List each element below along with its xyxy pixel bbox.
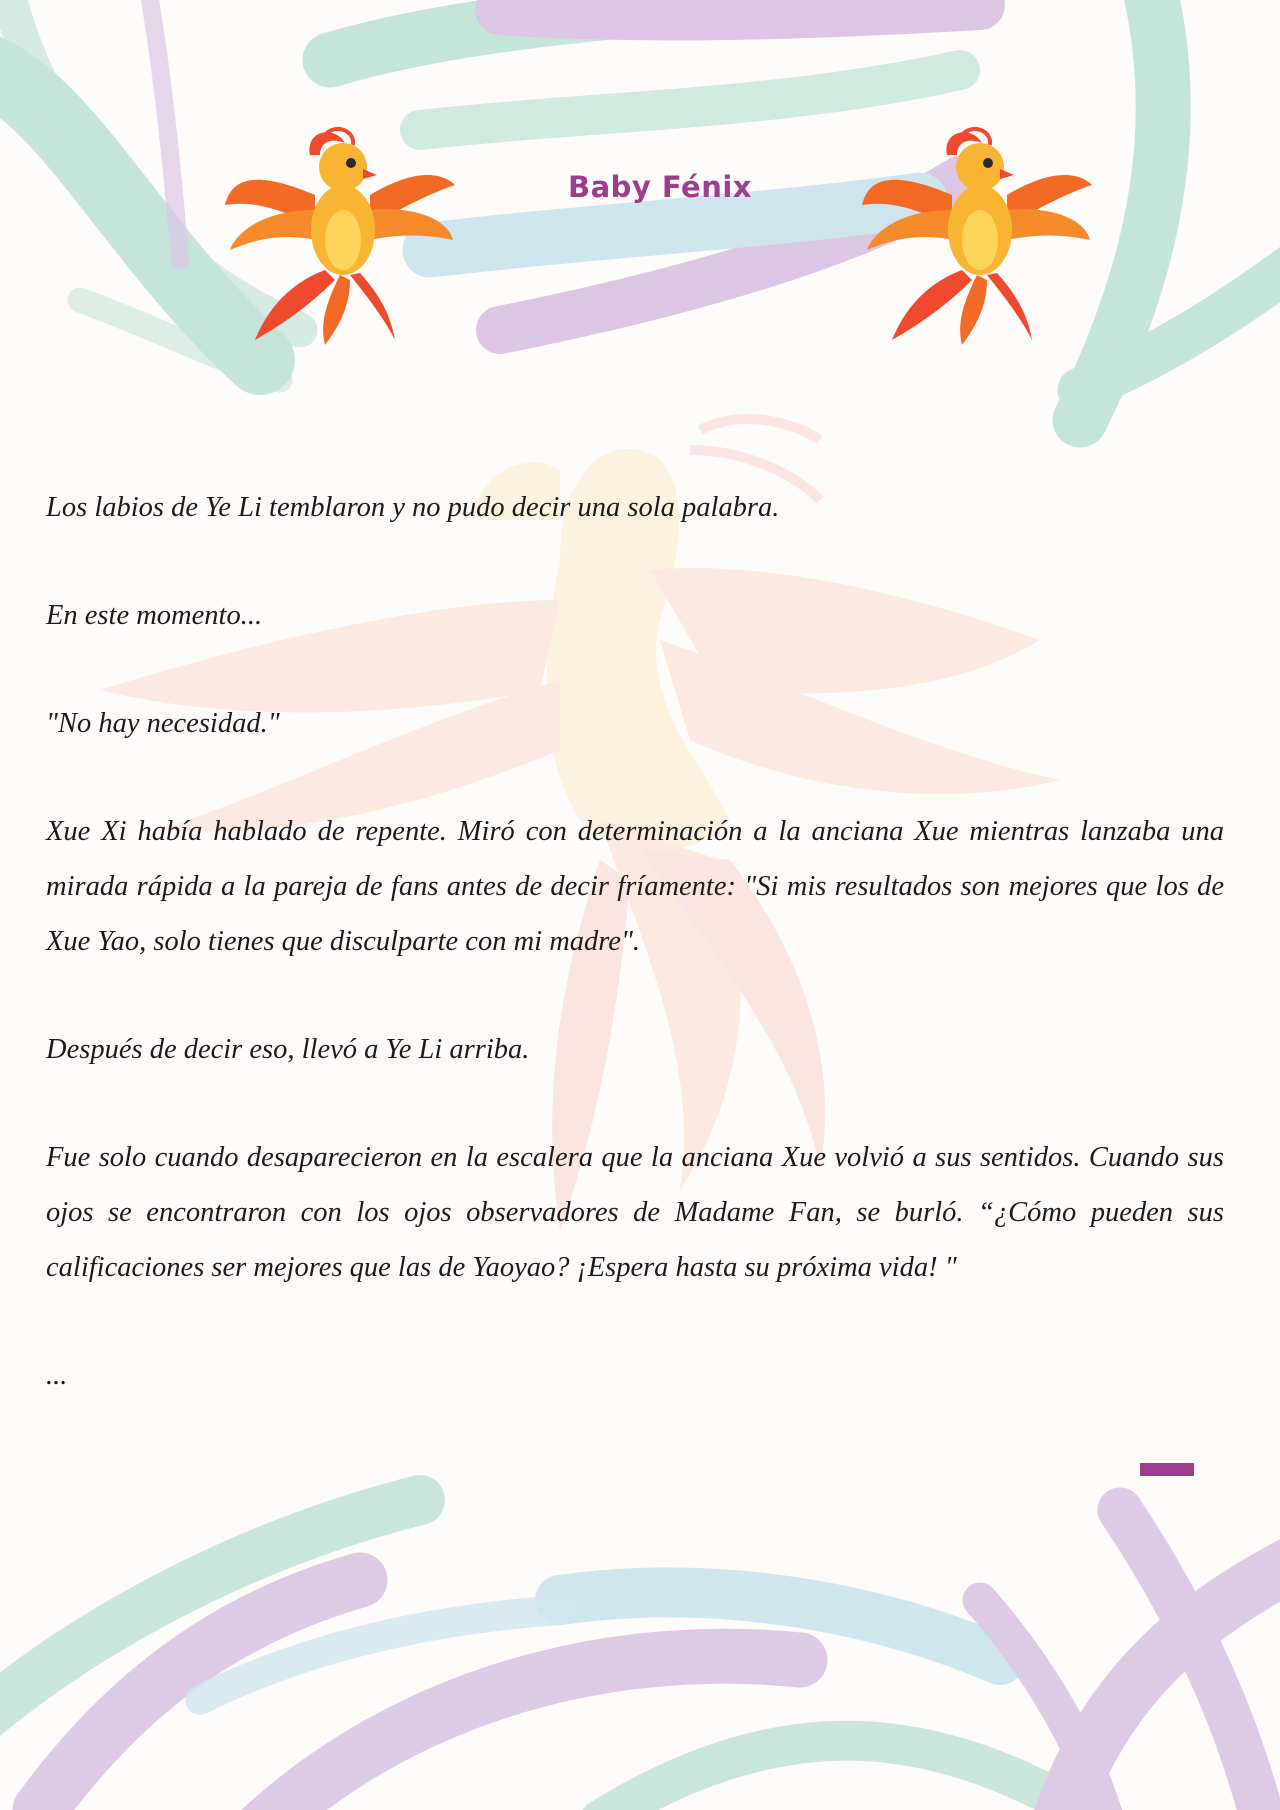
paragraph: Después de decir eso, llevó a Ye Li arriba. [46, 1034, 530, 1065]
paragraph: Los labios de Ye Li temblaron y no pudo decir una sola palabra. [46, 492, 780, 523]
paragraph: Xue Xi había hablado de repente. Miró con determinación a la anciana Xue mientras lanzaba una mirada rápida a la pareja de fans antes de decir fríamente: "Si mis resultados son mejores que los de Xue Yao, solo tienes que disculparte con mi madre". [46, 816, 1224, 957]
brand-title: Baby Fénix [567, 170, 753, 204]
story-text [46, 480, 1224, 1403]
page-end-marker [1140, 1463, 1194, 1476]
paragraph: Fue solo cuando desaparecieron en la escalera que la anciana Xue volvió a sus sentidos. Cuando sus ojos se encontraron con los ojos observadores de Madame Fan, se burló. “¿Cómo pueden sus calificaciones ser mejores que las de Yaoyao? ¡Espera hasta su próxima vida! " [46, 1142, 1224, 1283]
paragraph: En este momento... [46, 600, 263, 631]
paragraph-ellipsis: ... [46, 1360, 68, 1391]
paragraph: "No hay necesidad." [46, 708, 280, 739]
phoenix-icon [862, 125, 1092, 345]
phoenix-icon [225, 125, 455, 345]
